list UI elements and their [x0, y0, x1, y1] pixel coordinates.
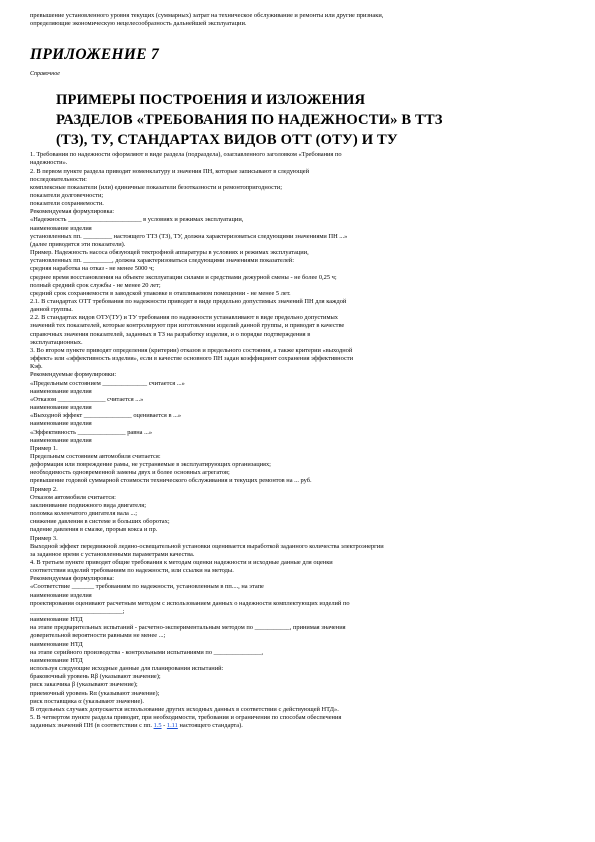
body-line: соответствия изделий требованиям по надежности, или ссылки на методы.	[30, 567, 234, 575]
body-line: Выходной эффект передвижной ледяно-освещательной установки оценивается выработкой заданного количества электроэнергии	[30, 542, 384, 550]
body-line: Пример 1.	[30, 444, 58, 452]
body-line: Предельным состоянием автомобиля считается:	[30, 452, 161, 460]
body-line: на этапе серийного производства - контрольными испытаниями по _______________,	[30, 648, 264, 656]
body-line: комплексные показатели (или) единичные показатели безотказности и ремонтопригодности;	[30, 183, 282, 191]
body-line: падение давления в смазке, прорыв кокса и пр.	[30, 526, 158, 534]
body-line: 3. Во втором пункте приводят определения (критерии) отказов и предельного состояния, а также критерии «выходной	[30, 346, 353, 354]
body-line: наименование НТД	[30, 640, 83, 648]
link-paragraph-1-11[interactable]: 1.11	[166, 722, 178, 730]
body-line: показатели сохраняемости.	[30, 200, 104, 208]
body-line: эксплуатационных.	[30, 338, 83, 346]
body-line: данной группы.	[30, 306, 73, 314]
body-line: (далее приводятся эти показатели).	[30, 240, 126, 248]
body-line: необходимость одновременной замены двух и более основных агрегатов;	[30, 469, 230, 477]
body-line: средний срок сохраняемости в заводской упаковке в отапливаемом помещении - не менее 5 лет.	[30, 289, 291, 297]
body-line: «Соответствие _______ требованиям по надежности, установленным в пп...., на этапе	[30, 583, 264, 591]
body-line: Отказом автомобиля считается:	[30, 493, 116, 501]
body-line: полный средний срок службы - не менее 20 лет;	[30, 281, 161, 289]
body-line: наименование НТД	[30, 656, 83, 664]
body-line: «Эффективность _______________ равна ...»	[30, 428, 153, 436]
body-line: наименование изделия	[30, 591, 92, 599]
body-line: Пример 2.	[30, 485, 58, 493]
body-line: значений тех показателей, которые контролируют при изготовлении изделий данной группы, и приводят в качестве	[30, 322, 345, 330]
body-line: В отдельных случаях допускается использование других исходных данных в соответствии с действующей НТД».	[30, 705, 339, 713]
body-line: средняя наработка на отказ - не менее 5000 ч;	[30, 265, 155, 273]
body-line: приемочный уровень Rα (указывают значение);	[30, 689, 160, 697]
intro-text	[30, 12, 565, 28]
body-line: 2.2. В стандартах видов ОТУ(ТУ) и ТУ требования по надежности устанавливают в виде предельно допустимых	[30, 314, 339, 322]
reference-label: Справочное	[30, 71, 60, 78]
body-line: «Отказом _______________ считается ...»	[30, 395, 144, 403]
body-line: Пример 3.	[30, 534, 58, 542]
body-line: Пример. Надежность насоса обязующей тектрофной аппаратуры в условиях и режимах эксплуатации,	[30, 249, 309, 257]
body-line: справочных значения показателей, заданных в ТЗ на разработку изделия, и о порядке подтверждения в	[30, 330, 311, 338]
title-line: РАЗДЕЛОВ «ТРЕБОВАНИЯ ПО НАДЕЖНОСТИ» В ТТЗ	[56, 112, 443, 128]
body-line: установленных пп. _________, должна характеризоваться следующими значениями показателей:	[30, 257, 294, 265]
body-line: 2.1. В стандартах ОТТ требования по надежности приводят в виде предельно допустимых значений ПН для каждой	[30, 298, 347, 305]
body-line: браковочный уровень Rβ (указывают значение);	[30, 673, 161, 681]
body-line: 4. В третьем пункте приводят общие требования к методам оценки надежности и исходные данные для оценки	[30, 559, 333, 566]
body-line: превышение годовой суммарной стоимости технического обслуживания и текущих ремонтов на ... руб.	[30, 477, 312, 485]
body-line: риск заказчика β (указывают значение);	[30, 681, 138, 689]
body-line: последовательности:	[30, 175, 87, 183]
link-paragraph-1-5[interactable]: 1.5	[153, 722, 162, 730]
body-line: доверительной вероятности равными не менее ...;	[30, 632, 166, 640]
body-line: снижение давления в системе и больших оборотах;	[30, 518, 170, 526]
body-line: наименование НТД	[30, 616, 83, 624]
body-line: 1. Требования по надежности оформляют в виде раздела (подраздела), озаглавленного заголовком «Требования по	[30, 151, 342, 159]
body-line: за заданное время с установленными параметрами качества.	[30, 550, 195, 558]
body-line: поломка коленчатого двигателя вала ...;	[30, 510, 138, 518]
body-line: установленных пп. _________ настоящего ТТЗ (ТЗ), ТУ, должна характеризоваться следующими значениями ПН ...»	[30, 232, 348, 240]
body-line: проектирования оценивают расчетным методом с использованием данных о надежности комплектующих изделий по	[30, 599, 350, 607]
body-line: 2. В первом пункте раздела приводят номенклатуру и значения ПН, которые записывают в следующей	[30, 167, 309, 175]
body-line: 5. В четвертом пункте раздела приводят, при необходимости, требования и ограничения по способам обеспечения	[30, 713, 342, 721]
body-line: «Надежность _______________________ в условиях и режимах эксплуатации,	[30, 216, 244, 224]
body-line: риск поставщика α (указывают значение).	[30, 697, 145, 705]
body-line: на этапе предварительных испытаний - расчетно-экспериментальным методом по ___________, принимая значения	[30, 624, 346, 632]
title-line: ПРИМЕРЫ ПОСТРОЕНИЯ И ИЗЛОЖЕНИЯ	[56, 92, 366, 109]
body-line: наименование изделия	[30, 436, 92, 444]
body-line: заданных значений ПН (в соответствии с пп. 1.5 - 1.11 настоящего стандарта).	[30, 722, 243, 730]
body-line: среднее время восстановления на объекте эксплуатации силами и средствами дежурной смены - не более 0,25 ч;	[30, 273, 337, 281]
appendix-heading: ПРИЛОЖЕНИЕ 7	[30, 46, 160, 64]
body-line: используя следующие исходные данные для планирования испытаний:	[30, 665, 224, 673]
body-line: Рекомендуемая формулировка:	[30, 208, 115, 216]
body-line: наименование изделия	[30, 224, 92, 232]
body-line: «Выходной эффект _______________ оценивается в ...»	[30, 412, 182, 420]
body-line: наименование изделия	[30, 404, 92, 412]
body-line: надежности».	[30, 159, 68, 167]
title-line: (ТЗ), ТУ, СТАНДАРТАХ ВИДОВ ОТТ (ОТУ) И ТУ	[56, 131, 398, 148]
body-text	[30, 151, 565, 730]
body-line: эффект» или «эффективность изделия», если в качестве основного ПН задан коэффициент сохранения эффективности	[30, 355, 354, 363]
body-line: _____________________________;	[30, 607, 125, 615]
intro-line: определяющие экономическую нецелесообразность дальнейшей эксплуатации.	[30, 20, 247, 28]
body-line: наименование изделия	[30, 420, 92, 428]
body-line: «Предельным состоянием ______________ считается ...»	[30, 379, 185, 387]
body-line: показатели долговечности;	[30, 191, 104, 199]
body-line: Рекомендуемая формулировка:	[30, 575, 115, 583]
body-line: Кэф.	[30, 363, 43, 371]
body-line: наименование изделия	[30, 387, 92, 395]
body-line: заклинивание подвижного вида двигателя;	[30, 501, 147, 509]
body-line: деформация или повреждение рамы, не устраняемые в эксплуатирующих организациях;	[30, 461, 271, 469]
document-title	[30, 92, 565, 149]
intro-line: превышение установленного уровня текущих (суммарных) затрат на техническое обслуживание и ремонты или другие признаки,	[30, 12, 384, 19]
body-line: Рекомендуемые формулировки:	[30, 371, 117, 379]
